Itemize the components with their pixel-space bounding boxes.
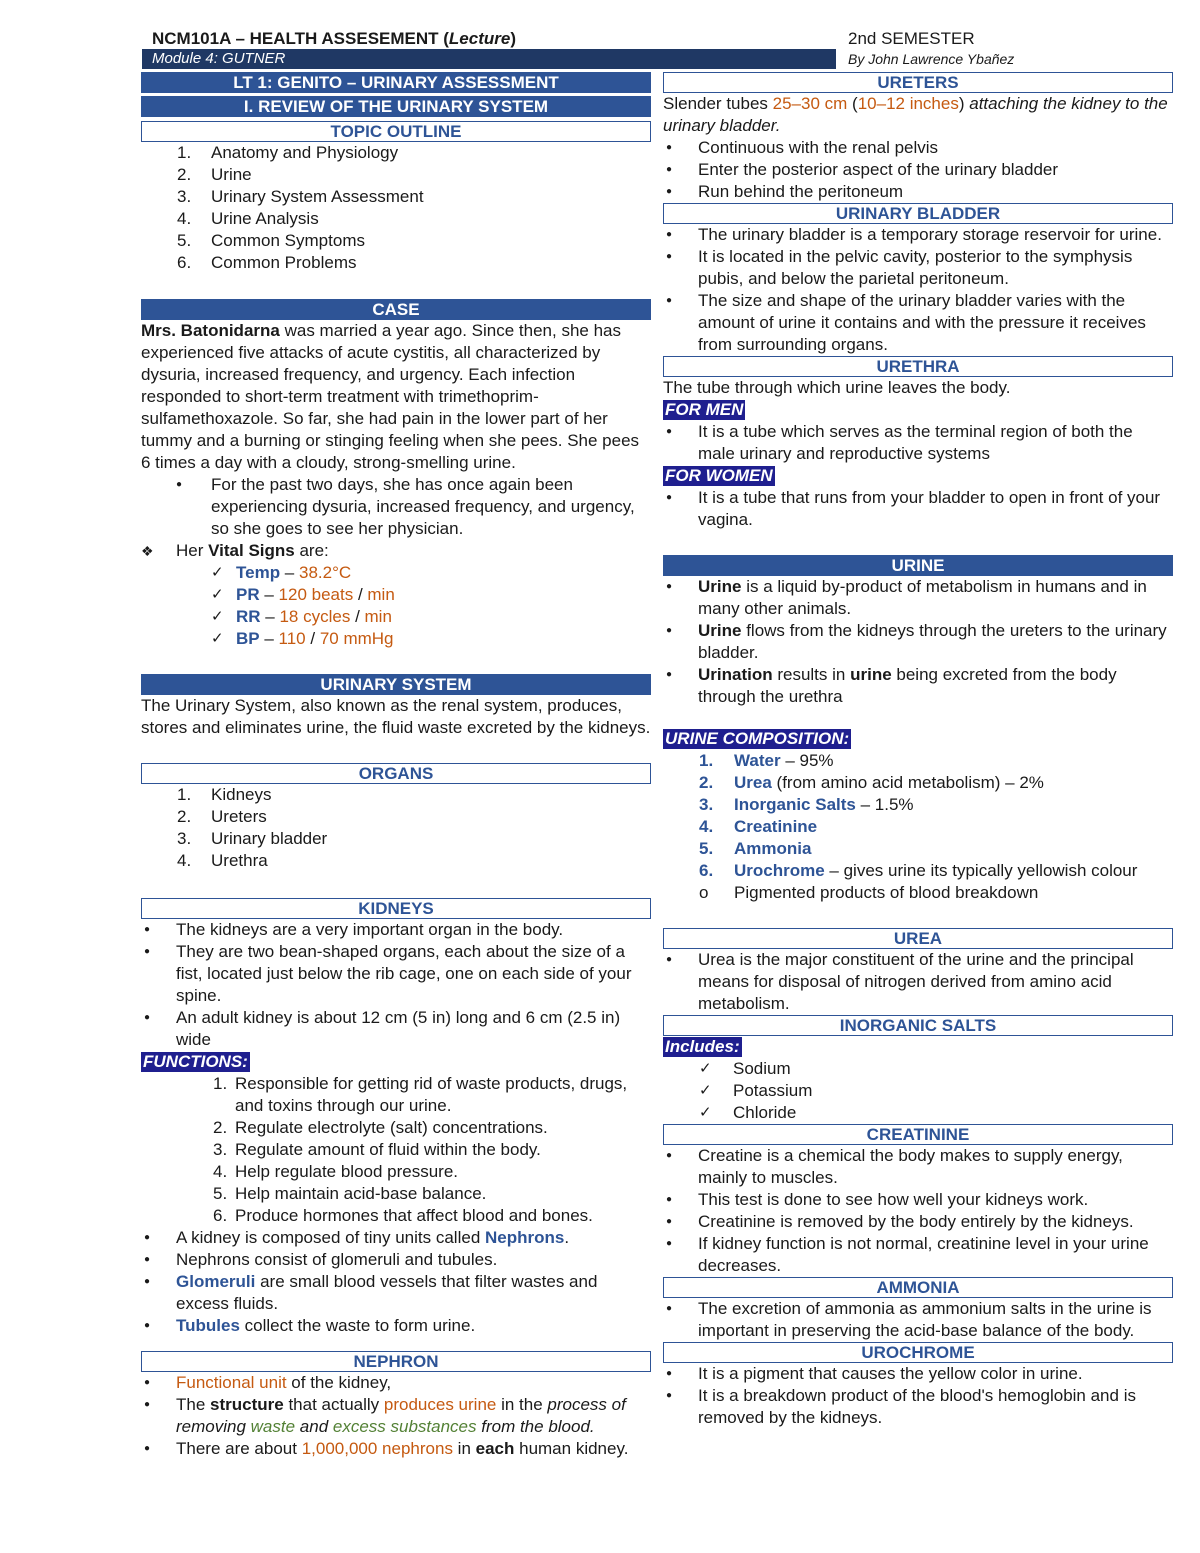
kidneys-heading: KIDNEYS xyxy=(141,898,651,919)
list-item: ● It is a tube which serves as the terminal region of both the male urinary and reproductive systems xyxy=(663,421,1173,465)
list-item: ● Continuous with the renal pelvis xyxy=(663,137,1173,159)
vitals-list xyxy=(141,562,651,650)
list-item: 1. Responsible for getting rid of waste products, drugs, and toxins through our urine. xyxy=(213,1074,628,1115)
urea-list xyxy=(663,949,1173,1015)
list-item: 2. Ureters xyxy=(177,807,267,826)
vital-bp: ✓ BP – 110 / 70 mmHg xyxy=(141,628,651,650)
men-list xyxy=(663,421,1173,465)
list-item: 5. Ammonia xyxy=(699,839,812,858)
list-item: ✓ Potassium xyxy=(663,1080,1173,1102)
list-item: ● The kidneys are a very important organ in the body. xyxy=(141,919,651,941)
organs-heading: ORGANS xyxy=(141,763,651,784)
list-item: ● There are about 1,000,000 nephrons in each human kidney. xyxy=(141,1438,651,1460)
list-item: ● It is located in the pelvic cavity, posterior to the symphysis pubis, and below the parietal peritoneum. xyxy=(663,246,1173,290)
urethra-text: The tube through which urine leaves the body. xyxy=(663,378,1011,397)
bladder-list xyxy=(663,224,1173,356)
list-item: ● The structure that actually produces urine in the process of removing waste and excess substances from the blood. xyxy=(141,1394,651,1438)
list-item: 5. Help maintain acid-base balance. xyxy=(213,1184,487,1203)
section-title: I. REVIEW OF THE URINARY SYSTEM xyxy=(141,96,651,117)
list-item: 3. Urinary System Assessment xyxy=(177,187,424,206)
includes-tag: Includes: xyxy=(665,1037,740,1056)
list-item: ● It is a pigment that causes the yellow color in urine. xyxy=(663,1363,1173,1385)
module-label: Module 4: GUTNER xyxy=(152,50,286,67)
ammonia-heading: AMMONIA xyxy=(663,1277,1173,1298)
case-heading: CASE xyxy=(141,299,651,320)
course-title: NCM101A – HEALTH ASSESEMENT (Lecture) xyxy=(152,29,517,48)
creatinine-list xyxy=(663,1145,1173,1277)
case-bullets xyxy=(141,474,651,540)
list-item: ● Urine is a liquid by-product of metabolism in humans and in many other animals. xyxy=(663,576,1173,620)
list-item: 2. Urea (from amino acid metabolism) – 2% xyxy=(699,773,1044,792)
list-item: ● The excretion of ammonia as ammonium salts in the urine is important in preserving the acid-base balance of the body. xyxy=(663,1298,1173,1342)
author-label: By John Lawrence Ybañez xyxy=(848,51,1015,67)
for-women-tag: FOR WOMEN xyxy=(665,466,773,485)
list-item: ● The urinary bladder is a temporary storage reservoir for urine. xyxy=(663,224,1173,246)
salts-list xyxy=(663,1058,1173,1124)
list-item: ● Urination results in urine being excreted from the body through the urethra xyxy=(663,664,1173,708)
list-item: ● An adult kidney is about 12 cm (5 in) long and 6 cm (2.5 in) wide xyxy=(141,1007,651,1051)
list-item: 1. Anatomy and Physiology xyxy=(177,143,399,162)
urine-composition-list xyxy=(663,750,1173,904)
urine-composition-tag: URINE COMPOSITION: xyxy=(665,729,850,748)
vital-temp: ✓ Temp – 38.2°C xyxy=(141,562,651,584)
urochrome-list xyxy=(663,1363,1173,1429)
list-item: o Pigmented products of blood breakdown xyxy=(699,883,1039,902)
list-item: 4. Creatinine xyxy=(699,817,818,836)
urea-heading: UREA xyxy=(663,928,1173,949)
creatinine-heading: CREATININE xyxy=(663,1124,1173,1145)
list-item: ● It is a breakdown product of the blood's hemoglobin and is removed by the kidneys. xyxy=(663,1385,1173,1429)
right-column xyxy=(663,72,1173,1429)
list-item: ● Run behind the peritoneum xyxy=(663,181,1173,203)
urine-list xyxy=(663,576,1173,708)
module-bar xyxy=(142,49,836,69)
list-item: ● Functional unit of the kidney, xyxy=(141,1372,651,1394)
list-item: ● Enter the posterior aspect of the urinary bladder xyxy=(663,159,1173,181)
functions-list xyxy=(141,1073,651,1227)
list-item: 2. Urine xyxy=(177,165,252,184)
inorganic-salts-heading: INORGANIC SALTS xyxy=(663,1015,1173,1036)
list-item: ❖ Her Vital Signs are: xyxy=(141,540,651,562)
list-item: 4. Urine Analysis xyxy=(177,209,319,228)
list-item: 6. Urochrome – gives urine its typically yellowish colour xyxy=(699,861,1138,880)
ureters-text: Slender tubes 25–30 cm (10–12 inches) attaching the kidney to the urinary bladder. xyxy=(663,94,1168,135)
list-item: ● They are two bean-shaped organs, each about the size of a fist, located just below the rib cage, one on each side of your spine. xyxy=(141,941,651,1007)
kidneys-list xyxy=(141,919,651,1051)
vital-rr: ✓ RR – 18 cycles / min xyxy=(141,606,651,628)
left-column xyxy=(141,72,651,1460)
list-item: 3. Inorganic Salts – 1.5% xyxy=(699,795,914,814)
list-item: ● Creatinine is removed by the body entirely by the kidneys. xyxy=(663,1211,1173,1233)
list-item: ● Urea is the major constituent of the urine and the principal means for disposal of nitrogen derived from amino acid metabolism. xyxy=(663,949,1173,1015)
ureters-heading: URETERS xyxy=(663,72,1173,93)
list-item: ● This test is done to see how well your kidneys work. xyxy=(663,1189,1173,1211)
list-item: ● Creatine is a chemical the body makes to supply energy, mainly to muscles. xyxy=(663,1145,1173,1189)
urinary-system-heading: URINARY SYSTEM xyxy=(141,674,651,695)
list-item: ● The size and shape of the urinary bladder varies with the amount of urine it contains and with the pressure it receives from surrounding organs. xyxy=(663,290,1173,356)
nephron-heading: NEPHRON xyxy=(141,1351,651,1372)
list-item: 3. Urinary bladder xyxy=(177,829,328,848)
list-item: 4. Help regulate blood pressure. xyxy=(213,1162,459,1181)
topic-outline-heading: TOPIC OUTLINE xyxy=(141,121,651,142)
ammonia-list xyxy=(663,1298,1173,1342)
list-item: 1. Water – 95% xyxy=(699,751,834,770)
list-item: ● Glomeruli are small blood vessels that filter wastes and excess fluids. xyxy=(141,1271,651,1315)
functions-tag: FUNCTIONS: xyxy=(143,1052,248,1071)
list-item: 6. Common Problems xyxy=(177,253,357,272)
list-item: 2. Regulate electrolyte (salt) concentrations. xyxy=(213,1118,548,1137)
nephron-list xyxy=(141,1372,651,1460)
urethra-heading: URETHRA xyxy=(663,356,1173,377)
list-item: 5. Common Symptoms xyxy=(177,231,365,250)
bladder-heading: URINARY BLADDER xyxy=(663,203,1173,224)
case-paragraph: Mrs. Batonidarna was married a year ago. Since then, she has experienced five attacks of acute cystitis, all characterized by dysuria, increased frequency, and urgency. Each infection responded to short-term treatment with trimethoprim-sulfamethoxazole. So far, she had pain in the lower part of her tummy and a burning or stinging feeling when she pees. She pees 6 times a day with a cloudy, strong-smelling urine. xyxy=(141,321,640,472)
nephron-intro-list xyxy=(141,1227,651,1337)
organs-list xyxy=(141,784,651,872)
list-item: ● Tubules collect the waste to form urine. xyxy=(141,1315,651,1337)
list-item: ● A kidney is composed of tiny units called Nephrons. xyxy=(141,1227,651,1249)
women-list xyxy=(663,487,1173,531)
list-item: ● Urine flows from the kidneys through the ureters to the urinary bladder. xyxy=(663,620,1173,664)
vital-pr: ✓ PR – 120 beats / min xyxy=(141,584,651,606)
list-item: ✓ Sodium xyxy=(663,1058,1173,1080)
list-item: 3. Regulate amount of fluid within the body. xyxy=(213,1140,541,1159)
urinary-system-text: The Urinary System, also known as the renal system, produces, stores and eliminates urine, the fluid waste excreted by the kidneys. xyxy=(141,696,651,737)
list-item: ● If kidney function is not normal, creatinine level in your urine decreases. xyxy=(663,1233,1173,1277)
list-item: 4. Urethra xyxy=(177,851,268,870)
vitals-intro xyxy=(141,540,651,562)
list-item: ● Nephrons consist of glomeruli and tubules. xyxy=(141,1249,651,1271)
list-item: ● It is a tube that runs from your bladder to open in front of your vagina. xyxy=(663,487,1173,531)
list-item: 6. Produce hormones that affect blood and bones. xyxy=(213,1206,593,1225)
semester-label: 2nd SEMESTER xyxy=(848,29,975,48)
lt-title: LT 1: GENITO – URINARY ASSESSMENT xyxy=(141,72,651,93)
ureters-list xyxy=(663,137,1173,203)
list-item: ✓ Chloride xyxy=(663,1102,1173,1124)
for-men-tag: FOR MEN xyxy=(665,400,744,419)
list-item: ● For the past two days, she has once again been experiencing dysuria, increased frequency, and urgency, so she goes to see her physician. xyxy=(141,474,651,540)
topic-outline-list xyxy=(141,142,651,274)
list-item: 1. Kidneys xyxy=(177,785,272,804)
urine-heading: URINE xyxy=(663,555,1173,576)
urochrome-heading: UROCHROME xyxy=(663,1342,1173,1363)
